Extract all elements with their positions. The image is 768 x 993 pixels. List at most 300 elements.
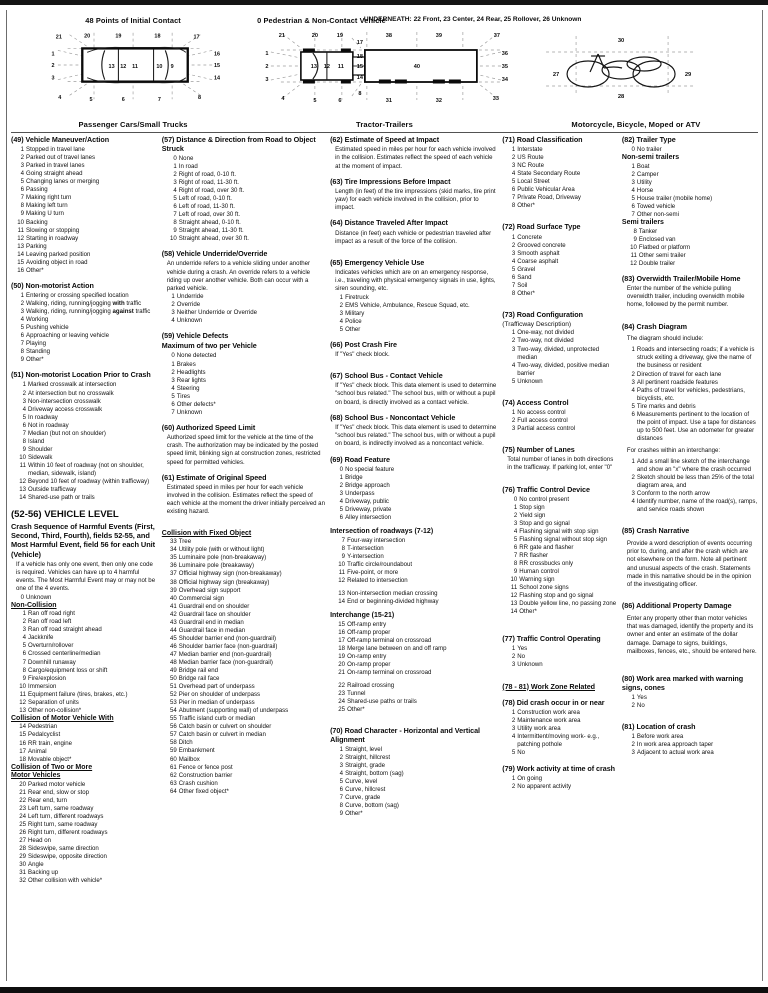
code-item	[626, 749, 758, 757]
code-number: 5	[511, 178, 516, 186]
code-number: 2	[511, 653, 516, 661]
code-label: Smooth asphalt	[517, 249, 560, 257]
code-number: 21	[19, 788, 26, 796]
code-label: Other	[345, 325, 361, 333]
header-divider	[11, 132, 758, 133]
code-number: 25	[19, 821, 26, 829]
non-collision-list	[11, 610, 157, 715]
code-item	[506, 409, 617, 417]
code-label: Right of road, 0-10 ft.	[178, 170, 237, 178]
section-85	[622, 527, 758, 589]
code-label: Sidewalk	[28, 453, 53, 461]
code-item	[506, 250, 617, 258]
section-59-heading: (59) Vehicle Defects	[161, 331, 229, 341]
code-item	[334, 577, 497, 585]
code-number: 20	[338, 660, 346, 668]
section-73-list	[502, 329, 617, 385]
code-item	[506, 234, 617, 242]
code-item	[15, 813, 157, 821]
code-number: 48	[170, 658, 177, 666]
code-label: Construction barrier	[178, 771, 233, 779]
code-item	[506, 274, 617, 282]
section-73-subheading: (Trafficway Description)	[502, 321, 572, 329]
code-number: 4	[631, 386, 635, 394]
code-item	[166, 683, 325, 691]
svg-text:17: 17	[193, 34, 200, 41]
code-number: 4	[513, 527, 518, 535]
code-number: 11	[17, 226, 24, 234]
code-number: 37	[170, 570, 177, 578]
code-number: 21	[338, 668, 346, 676]
code-number: 6	[22, 421, 26, 429]
code-item	[334, 506, 497, 514]
code-number: 6	[173, 202, 177, 210]
code-label: Unknown	[176, 317, 203, 325]
code-item	[506, 154, 617, 162]
code-number: 3	[511, 249, 516, 257]
code-label: Right of road, over 30 ft.	[178, 186, 245, 194]
section-68	[330, 414, 497, 449]
code-label: Walking, riding, running/jogging with traffic	[26, 299, 142, 307]
svg-text:31: 31	[385, 98, 393, 104]
code-label: Overhead part of underpass	[178, 683, 255, 691]
code-item	[506, 560, 617, 568]
svg-text:2: 2	[51, 62, 55, 69]
code-item	[166, 377, 325, 385]
code-item	[166, 723, 325, 731]
code-number: 2	[513, 511, 518, 519]
code-item	[15, 219, 157, 227]
code-item	[334, 653, 497, 661]
code-number: 43	[170, 618, 177, 626]
code-item	[506, 337, 617, 345]
code-item	[166, 780, 325, 788]
section-75	[502, 446, 617, 473]
code-label: Parking	[26, 242, 47, 250]
code-item	[15, 877, 157, 885]
code-item	[15, 626, 157, 634]
section-60-heading: (60) Authorized Speed Limit	[161, 422, 256, 432]
code-number: 3	[22, 626, 26, 634]
code-item	[626, 187, 758, 195]
code-item	[334, 794, 497, 802]
code-label: RR gate and flasher	[519, 543, 574, 551]
code-item	[15, 707, 157, 715]
code-item	[506, 733, 617, 749]
code-item	[506, 775, 617, 783]
section-71-list	[502, 146, 617, 210]
code-label: Rear end, slow or stop	[28, 788, 89, 796]
section-79-list	[502, 775, 617, 791]
code-number: 0	[173, 154, 177, 162]
diagram-tractor-trailer	[255, 12, 514, 130]
code-item	[334, 545, 497, 553]
collision-mv-heading: Collision of Motor Vehicle With	[11, 714, 114, 722]
code-label: Straight ahead, 11-30 ft.	[178, 227, 244, 235]
code-number: 3	[511, 725, 516, 733]
code-label: Tires	[176, 392, 191, 400]
code-label: Gravel	[517, 265, 536, 273]
code-number: 5	[511, 265, 516, 273]
code-item	[506, 709, 617, 717]
code-number: 6	[20, 186, 24, 194]
svg-text:4: 4	[58, 95, 62, 102]
code-item	[166, 699, 325, 707]
code-item	[626, 490, 758, 498]
diagram-truck-caption: Tractor-Trailers	[356, 120, 413, 129]
code-number: 3	[511, 661, 516, 669]
code-number: 4	[511, 733, 516, 741]
section-66-heading: (66) Post Crash Fire	[330, 339, 397, 349]
code-number: 8	[339, 802, 344, 810]
code-number: 1	[511, 329, 516, 337]
code-label: Leaving parked position	[26, 250, 91, 258]
code-item	[334, 762, 497, 770]
section-57	[162, 136, 325, 243]
code-item	[626, 474, 758, 490]
moto-diagram-svg	[514, 28, 758, 108]
code-label: Interstate	[517, 146, 543, 154]
code-label: Angle	[28, 861, 44, 869]
code-number: 2	[171, 368, 175, 376]
code-item	[166, 715, 325, 723]
code-item	[15, 267, 157, 275]
code-label: Backing up	[28, 869, 59, 877]
svg-text:33: 33	[492, 96, 500, 102]
code-label: Straight, grade	[345, 761, 386, 769]
code-item	[15, 178, 157, 186]
code-label: Rear end, turn	[28, 796, 67, 804]
code-item	[166, 219, 325, 227]
code-label: Double trailer	[638, 259, 676, 267]
code-item	[506, 544, 617, 552]
section-62-note: Estimated speed in miles per hour for each vehicle involved in the collision. Estimates reflect the speed of each vehicle at the moment of impact.	[335, 146, 496, 170]
code-number: 44	[170, 626, 177, 634]
code-label: Not in roadway	[28, 421, 69, 429]
code-label: Separation of units	[28, 698, 79, 706]
section-75-heading: (75) Number of Lanes	[502, 445, 575, 454]
code-label: One-way, not divided	[517, 329, 575, 337]
code-label: Two-way, not divided	[517, 337, 574, 345]
code-label: Bridge	[345, 473, 363, 481]
section-74	[502, 399, 617, 433]
code-item	[334, 637, 497, 645]
code-number: 3	[171, 376, 175, 384]
code-label: Making left turn	[26, 202, 68, 210]
section-76	[502, 486, 617, 617]
code-item	[334, 498, 497, 506]
code-item	[15, 494, 157, 502]
code-number: 5	[511, 749, 516, 757]
code-item	[15, 723, 157, 731]
code-label: Commercial sign	[178, 594, 225, 602]
code-label: Left of road, over 30 ft.	[178, 211, 241, 219]
code-item	[15, 797, 157, 805]
code-number: 19	[338, 652, 346, 660]
code-label: Making right turn	[26, 194, 72, 202]
code-item	[166, 235, 325, 243]
code-number: 6	[511, 186, 516, 194]
code-item	[15, 194, 157, 202]
code-item	[626, 346, 758, 370]
code-label: Other non-collision*	[28, 706, 82, 714]
svg-text:20: 20	[84, 33, 91, 40]
code-label: Pedalcyclist	[28, 731, 61, 739]
code-number: 14	[17, 250, 24, 258]
car-diagram-svg	[11, 26, 255, 106]
section-61-note: Estimated speed in miles per hour for each vehicle involved in the collision. Estimates reflect the speed of each vehicle at the moment the driver initially perceived an existing hazard.	[166, 483, 325, 516]
code-number: 17	[19, 747, 26, 755]
code-item	[15, 146, 157, 154]
code-number: 1	[339, 745, 344, 753]
code-label: NC Route	[517, 162, 544, 170]
code-item	[15, 308, 157, 316]
code-label: Railroad crossing	[347, 681, 395, 689]
code-number: 4	[511, 361, 516, 369]
code-number: 8	[633, 227, 637, 235]
code-number: 60	[170, 755, 177, 763]
code-number: 10	[19, 453, 26, 461]
code-item	[166, 731, 325, 739]
code-label: Boat	[636, 162, 650, 170]
section-83-heading: (83) Overwidth Trailer/Mobile Home	[621, 273, 741, 283]
code-number: 3	[513, 519, 518, 527]
code-label: No	[517, 749, 526, 757]
code-label: Maintenance work area	[517, 717, 581, 725]
section-51-heading: (51) Non-motorist Location Prior to Crash	[11, 370, 151, 380]
section-81-heading: (81) Location of crash	[621, 721, 696, 731]
code-label: Head on	[28, 837, 52, 845]
code-label: Fence or fence post	[178, 763, 233, 771]
fixed-object-list	[162, 538, 325, 796]
code-item	[506, 552, 617, 560]
code-label: Left turn, same roadway	[28, 805, 94, 812]
code-item	[15, 251, 157, 259]
code-item	[166, 627, 325, 635]
code-number: 16	[19, 739, 26, 747]
code-label: Horse	[636, 186, 654, 194]
svg-text:34: 34	[501, 77, 509, 83]
code-label: Tire marks and debris	[636, 402, 696, 410]
section-80-list	[622, 694, 758, 710]
code-item	[334, 690, 497, 698]
code-label: In road	[178, 162, 198, 170]
code-item	[626, 211, 758, 219]
section-67-heading: (67) School Bus - Contact Vehicle	[330, 371, 443, 381]
semi-list	[622, 228, 758, 268]
section-72	[502, 223, 617, 297]
svg-text:7: 7	[157, 97, 161, 104]
code-label: At intersection but no crosswalk	[28, 389, 114, 397]
code-label: Driveway access crosswalk	[28, 405, 103, 413]
section-84-list	[622, 346, 758, 443]
code-number: 2	[631, 370, 635, 378]
code-item	[15, 861, 157, 869]
code-item	[506, 568, 617, 576]
section-60-note: Authorized speed limit for the vehicle at the time of the crash. The authorization may be indicated by the posted speed limit, blinking sign at construction zones, restricted speed for permitted vehicles.	[166, 433, 321, 466]
code-item	[334, 294, 497, 302]
code-number: 1	[511, 233, 516, 241]
code-item	[626, 179, 758, 187]
svg-text:1: 1	[265, 51, 269, 57]
code-number: 13	[510, 600, 518, 608]
code-number: 3	[631, 748, 635, 756]
code-item	[15, 414, 157, 422]
code-label: Guardrail end in median	[178, 618, 244, 626]
code-number: 11	[19, 690, 26, 698]
code-label: No	[636, 701, 645, 709]
svg-text:3: 3	[265, 77, 269, 83]
code-label: Direction of travel for each lane	[636, 370, 722, 378]
fixed-object-section	[162, 530, 325, 796]
code-number: 1	[171, 360, 175, 368]
code-item	[166, 171, 325, 179]
unknown-code	[11, 594, 157, 602]
code-label: Five-point, or more	[347, 568, 399, 576]
code-item	[506, 170, 617, 178]
code-label: Traffic circle/roundabout	[347, 560, 413, 568]
section-86-heading: (86) Additional Property Damage	[621, 601, 732, 611]
code-label: Utility work area	[517, 725, 561, 733]
code-number: 13	[19, 706, 26, 714]
code-label: Flashing signal with stop sign	[519, 527, 599, 535]
code-label: Utility	[636, 178, 652, 186]
section-49-heading: (49) Vehicle Maneuver/Action	[11, 135, 110, 144]
code-label: Jackknife	[28, 634, 54, 642]
code-number: 51	[170, 683, 177, 691]
diagram-passenger-car	[11, 12, 255, 130]
code-label: Left turn, different roadways	[28, 813, 104, 821]
code-item	[166, 675, 325, 683]
code-item	[15, 610, 157, 618]
section-84	[622, 323, 758, 515]
code-label: Ran off road straight ahead	[28, 626, 102, 634]
code-label: Full access control	[517, 416, 568, 424]
code-number: 24	[338, 697, 346, 705]
code-item	[506, 528, 617, 536]
code-number: 11	[630, 251, 637, 259]
page-sheet	[6, 10, 763, 981]
code-item	[506, 282, 617, 290]
code-label: On-ramp terminal on crossroad	[347, 668, 432, 676]
code-item	[626, 702, 758, 710]
svg-text:3: 3	[51, 75, 55, 82]
code-item	[506, 584, 617, 592]
code-number: 4	[20, 170, 24, 178]
code-item	[626, 195, 758, 203]
section-86	[622, 602, 758, 656]
code-item	[166, 659, 325, 667]
code-number: 11	[19, 461, 26, 469]
code-number: 39	[170, 586, 177, 594]
code-number: 47	[170, 650, 177, 658]
code-number: 3	[339, 309, 344, 317]
code-number: 7	[631, 211, 635, 219]
code-number: 4	[631, 186, 635, 194]
code-number: 4	[339, 317, 344, 325]
code-label: Guardrail end on shoulder	[178, 602, 250, 610]
code-item	[506, 536, 617, 544]
code-number: 23	[338, 689, 346, 697]
code-label: Utility pole (with or without light)	[178, 546, 265, 554]
section-65-list	[330, 294, 497, 334]
code-item	[166, 756, 325, 764]
code-number: 5	[631, 194, 635, 202]
code-label: School zone signs	[519, 584, 569, 592]
svg-text:30: 30	[617, 38, 625, 44]
code-label: Ditch	[178, 739, 193, 747]
section-73	[502, 311, 617, 386]
code-number: 13	[338, 589, 346, 597]
section-64	[330, 219, 497, 246]
code-label: Alley intersection	[345, 513, 392, 521]
code-item	[166, 747, 325, 755]
code-number: 7	[171, 408, 175, 416]
svg-text:12: 12	[323, 64, 331, 70]
collision-two-heading-line1: Collision of Two or More	[11, 763, 93, 771]
code-label: Tanker	[638, 227, 658, 235]
code-label: Bridge rail end	[178, 667, 219, 675]
section-51	[11, 371, 157, 502]
code-number: 6	[339, 785, 344, 793]
code-label: Curve, hillcrest	[345, 785, 386, 793]
code-label: Median (but not on shoulder)	[28, 429, 106, 437]
svg-text:37: 37	[493, 33, 501, 39]
code-number: 20	[19, 780, 26, 788]
code-number: 59	[170, 747, 177, 755]
code-number: 8	[22, 666, 26, 674]
code-item	[15, 438, 157, 446]
code-label: State Secondary Route	[517, 170, 581, 178]
code-number: 22	[338, 681, 346, 689]
code-number: 0	[171, 352, 175, 360]
svg-text:13: 13	[310, 64, 318, 70]
code-label: Roads and intersecting roads; if a vehicle is struck exiting a driveway, give the name of the business or resident	[636, 346, 755, 370]
code-number: 49	[170, 667, 177, 675]
vehicle-level-heading: (52-56) VEHICLE LEVEL	[11, 509, 119, 521]
code-number: 3	[631, 178, 635, 186]
code-item	[15, 202, 157, 210]
section-57-list	[162, 155, 325, 244]
code-label: Related to intersection	[347, 576, 408, 584]
code-item	[15, 243, 157, 251]
code-label: No control present	[519, 495, 570, 503]
code-label: Traffic island curb or median	[178, 715, 256, 723]
code-number: 1	[339, 473, 344, 481]
code-number: 2	[339, 301, 344, 309]
code-label: Going straight ahead	[26, 170, 83, 178]
code-label: RR train, engine	[28, 739, 73, 747]
svg-text:18: 18	[356, 54, 364, 60]
code-item	[626, 387, 758, 403]
code-number: 7	[20, 340, 24, 348]
code-label: Unknown	[26, 593, 52, 601]
code-label: Headlights	[176, 368, 206, 376]
code-label: Measurements pertinent to the location of the point of impact. Use a tape for distances up to 500 feet. Use an odometer for greater distances	[636, 410, 756, 442]
code-number: 2	[339, 753, 344, 761]
code-label: Curve, bottom (sag)	[345, 802, 399, 810]
code-label: Y-intersection	[347, 552, 384, 560]
code-label: Underride	[176, 293, 204, 301]
code-number: 3	[339, 489, 344, 497]
section-78-list	[502, 709, 617, 757]
code-item	[506, 194, 617, 202]
code-label: Slowing or stopping	[26, 226, 80, 234]
code-number: 8	[513, 559, 518, 567]
code-label: Bridge rail face	[178, 675, 220, 683]
section-82	[622, 136, 758, 268]
code-number: 12	[338, 576, 346, 584]
